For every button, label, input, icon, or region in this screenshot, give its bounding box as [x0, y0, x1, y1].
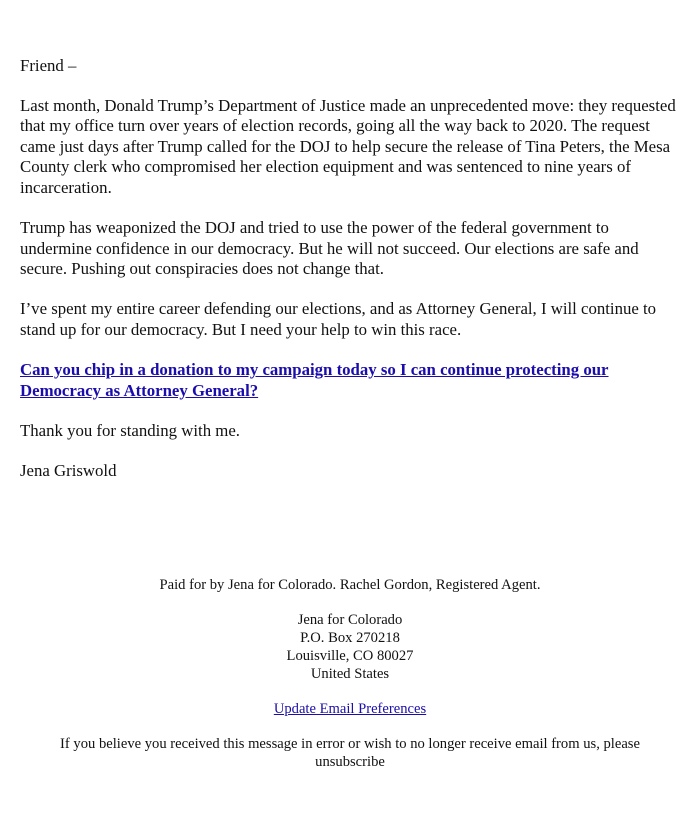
preferences-paragraph — [0, 700, 700, 718]
email-footer — [0, 576, 700, 788]
address-country: United States — [310, 666, 390, 682]
greeting: Friend – — [20, 56, 77, 75]
mailing-address — [0, 611, 700, 683]
update-preferences-link[interactable]: Update Email Preferences — [273, 701, 427, 717]
paragraph-2: Trump has weaponized the DOJ and tried to use the power of the federal government to undermine confidence in our democracy. But he will not succeed. Our elections are safe and secure. Pushing out conspiracies does not change that. — [20, 218, 639, 279]
paragraph-1: Last month, Donald Trump’s Department of Justice made an unprecedented move: they requested that my office turn over years of election records, going all the way back to 2020. The request came just days after Trump called for the DOJ to help secure the release of Tina Peters, the Mesa County clerk who compromised her election equipment and was sentenced to nine years of incarceration. — [20, 95, 676, 197]
address-city: Louisville, CO 80027 — [286, 648, 414, 664]
cta-paragraph — [20, 360, 676, 401]
unsubscribe-notice: If you believe you received this message in error or wish to no longer receive email from us, please unsubscribe — [60, 736, 640, 770]
paragraph-3: I’ve spent my entire career defending our elections, and as Attorney General, I will continue to stand up for our democracy. But I need your help to win this race. — [20, 299, 657, 339]
email-body — [20, 56, 676, 501]
address-po-box: P.O. Box 270218 — [300, 630, 400, 646]
thanks-line: Thank you for standing with me. — [20, 420, 240, 440]
signature: Jena Griswold — [20, 460, 117, 480]
address-org: Jena for Colorado — [297, 612, 403, 628]
donate-link[interactable]: Can you chip in a donation to my campaign today so I can continue protecting our Democracy as Attorney General? — [20, 360, 609, 400]
paid-for-disclaimer: Paid for by Jena for Colorado. Rachel Gordon, Registered Agent. — [159, 577, 541, 593]
